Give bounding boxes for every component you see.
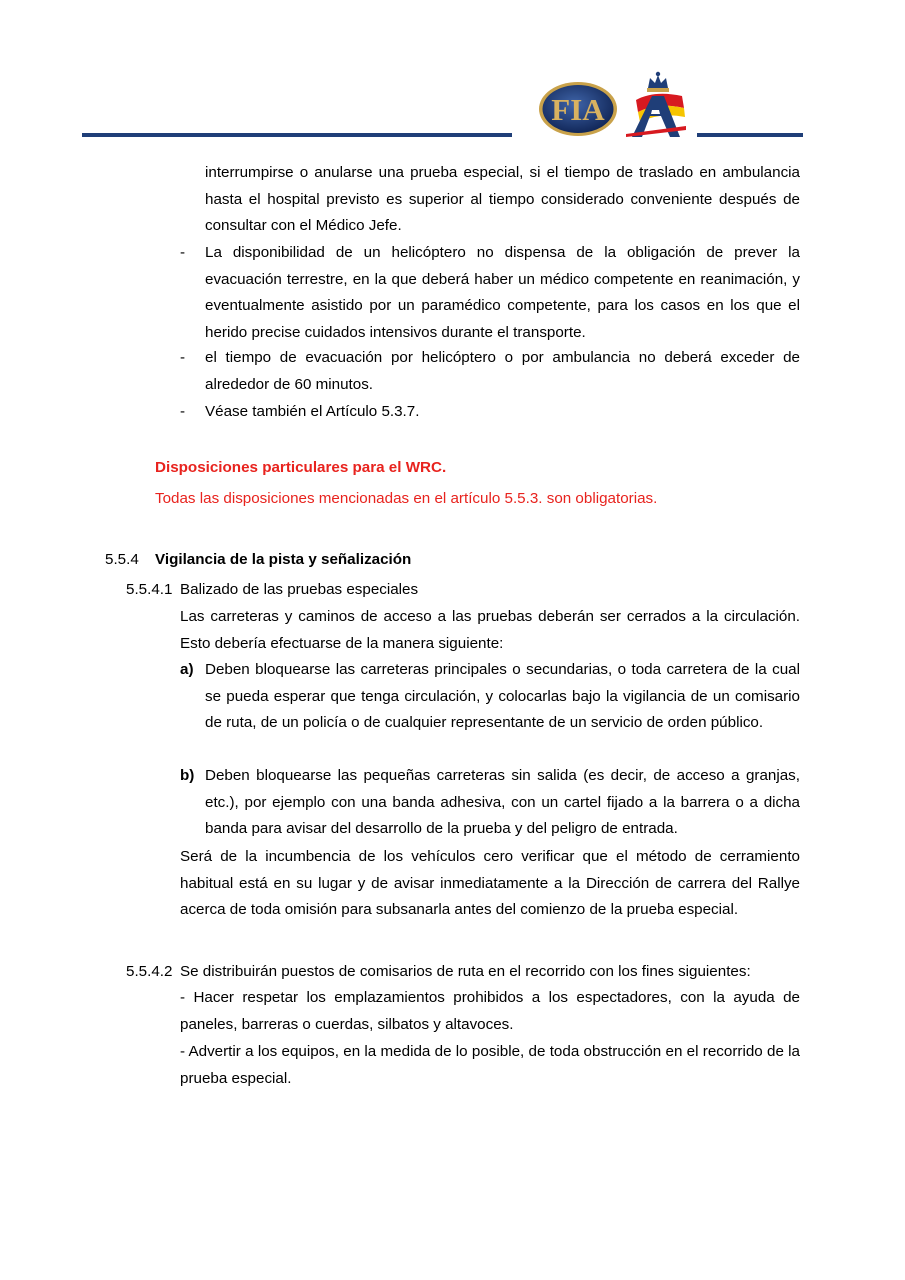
section-5541-intro: Las carreteras y caminos de acceso a las pruebas deberán ser cerrados a la circulación. Esto debería efectuarse de la manera siguiente: [180,608,800,652]
header-rule-right [697,133,803,137]
section-554-number: 5.5.4 [105,551,139,568]
dash-item-helicopter: La disponibilidad de un helicóptero no dispensa de la obligación de prever la evacuación terrestre, en la que deberá haber un médico competente en reanimación, y eventualmente asistido por un paramédico competente, para los casos en los que el herido precise cuidados intensivos durante el transporte. [205,244,800,341]
dash-item-evacuation-time: el tiempo de evacuación por helicóptero o por ambulancia no deberá exceder de alrededor de 60 minutos. [205,349,800,393]
fia-logo [537,80,619,138]
dash-marker: - [180,349,186,366]
section-5542-number: 5.5.4.2 [126,963,173,980]
wrc-heading: Disposiciones particulares para el WRC. [155,459,447,476]
list-item-b: Deben bloquearse las pequeñas carreteras sin salida (es decir, de acceso a granjas, etc.), por ejemplo con una banda adhesiva, con un cartel fijado a la barrera o a dicha banda para avisar del desarrollo de la prueba y del peligro de entrada. [205,767,800,838]
section-5541-title: Balizado de las pruebas especiales [180,581,419,598]
dash-marker: - [180,403,186,420]
section-5542-item-obstruction: - Advertir a los equipos, en la medida de lo posible, de toda obstrucción en el recorrido de la prueba especial. [180,1043,800,1087]
dash-item-see-also: Véase también el Artículo 5.3.7. [205,403,420,420]
wrc-text: Todas las disposiciones mencionadas en el artículo 5.5.3. son obligatorias. [155,490,658,507]
fia-logo-text: FIA [551,92,605,127]
section-5541-number: 5.5.4.1 [126,581,173,598]
section-5542-item-spectators: - Hacer respetar los emplazamientos prohibidos a los espectadores, con la ayuda de paneles, barreras o cuerdas, silbatos y altavoces. [180,989,800,1033]
list-marker-b: b) [180,767,195,784]
dash-marker: - [180,244,186,261]
rfeda-logo [624,70,690,138]
section-5541-closing: Será de la incumbencia de los vehículos cero verificar que el método de cerramiento habitual está en su lugar y de avisar inmediatamente a la Dirección de carrera del Rallye acerca de toda omisión para subsanarla antes del comienzo de la prueba especial. [180,848,800,919]
header-rule-left [82,133,512,137]
continuation-paragraph: interrumpirse o anularse una prueba especial, si el tiempo de traslado en ambulancia hasta el hospital previsto es superior al tiempo considerado conveniente después de consultar con el Médico Jefe. [205,164,800,235]
list-item-a: Deben bloquearse las carreteras principales o secundarias, o toda carretera de la cual se pueda esperar que tenga circulación, y colocarlas bajo la vigilancia de un comisario de ruta, de un policía o de cualquier representante de un servicio de orden público. [205,661,800,732]
list-marker-a: a) [180,661,194,678]
section-554-title: Vigilancia de la pista y señalización [155,551,412,568]
section-5542-title: Se distribuirán puestos de comisarios de ruta en el recorrido con los fines siguientes: [180,963,751,980]
